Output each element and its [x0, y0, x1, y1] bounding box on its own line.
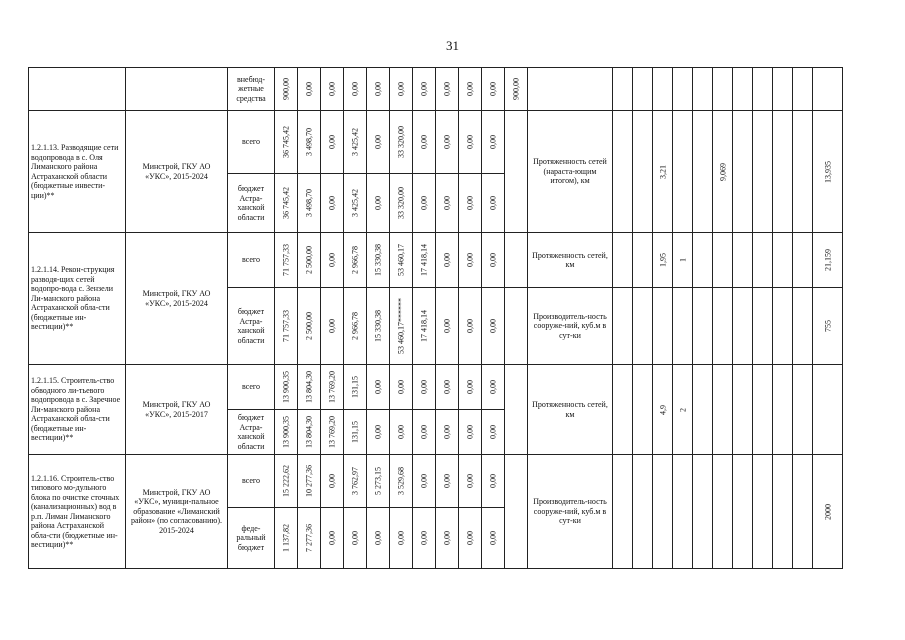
amount: 0,00: [488, 82, 498, 96]
amount: 0,00: [442, 253, 452, 267]
funding-source: всего: [228, 111, 275, 174]
activity-name: [29, 68, 126, 111]
amount: 0,00: [350, 531, 360, 545]
amount-cell: [482, 365, 505, 410]
amount-cell: [390, 233, 413, 288]
amount-cell: [344, 233, 367, 288]
target-value-cell: [733, 233, 753, 288]
target-value-cell: [653, 365, 673, 455]
amount-cell: [390, 68, 413, 111]
target-value-cell: [653, 288, 673, 365]
executor-cell: Минстрой, ГКУ АО «УКС», 2015-2024: [126, 233, 228, 365]
target-value-cell: [653, 233, 673, 288]
indicator-text: Протяженность сетей (нараста-ющим итогом), км: [528, 111, 613, 233]
target-value-cell: [733, 365, 753, 455]
target-value-cell: [673, 68, 693, 111]
amount-cell: [413, 508, 436, 569]
amount: 13 900,35: [281, 371, 291, 403]
amount: 0,00: [419, 380, 429, 394]
amount: 3 529,68: [396, 467, 406, 495]
amount: 0,00: [419, 82, 429, 96]
amount-cell: [367, 233, 390, 288]
indicator-text: Протяженность сетей, км: [528, 365, 613, 455]
target-value-cell: [693, 455, 713, 569]
amount: 17 418,14: [419, 244, 429, 276]
target-value: 755: [823, 320, 832, 332]
amount-cell: [367, 365, 390, 410]
table-row: [29, 455, 843, 508]
target-value-cell: [673, 365, 693, 455]
target-value-cell: [633, 365, 653, 455]
amount: 0,00: [350, 82, 360, 96]
target-value-cell: [813, 365, 843, 455]
amount: 0,00: [442, 474, 452, 488]
amount: 900,00: [511, 78, 521, 100]
amount: 0,00: [465, 319, 475, 333]
target-value-cell: [753, 68, 773, 111]
amount-cell: [344, 68, 367, 111]
target-value-cell: [733, 68, 753, 111]
amount-cell: [413, 365, 436, 410]
target-value-cell: [633, 288, 653, 365]
amount-cell: [367, 111, 390, 174]
amount: 0,00: [419, 196, 429, 210]
spacer-cell: [505, 288, 528, 365]
amount: 71 757,33: [281, 310, 291, 342]
amount-cell: [482, 508, 505, 569]
amount: 900,00: [281, 78, 291, 100]
target-value-cell: [713, 455, 733, 569]
amount-cell: [390, 174, 413, 233]
amount-cell: [413, 455, 436, 508]
target-value-cell: [733, 455, 753, 569]
amount-cell: [298, 174, 321, 233]
amount: 0,00: [465, 196, 475, 210]
amount: 3 498,70: [304, 189, 314, 217]
target-value: 9,069: [718, 162, 727, 181]
target-value-cell: [773, 68, 793, 111]
amount-cell: [505, 68, 528, 111]
target-value-cell: [713, 111, 733, 233]
amount: 5 273,15: [373, 467, 383, 495]
target-value-cell: [713, 68, 733, 111]
amount-cell: [436, 410, 459, 455]
amount: 33 320,00: [396, 126, 406, 158]
amount-cell: [298, 365, 321, 410]
amount-cell: [275, 233, 298, 288]
amount: 0,00: [327, 531, 337, 545]
amount: 0,00: [373, 196, 383, 210]
amount-cell: [344, 455, 367, 508]
indicator-text: [528, 68, 613, 111]
amount-cell: [413, 68, 436, 111]
target-value-cell: [653, 68, 673, 111]
amount-cell: [459, 288, 482, 365]
amount-cell: [275, 68, 298, 111]
amount: 0,00: [373, 531, 383, 545]
amount-cell: [298, 455, 321, 508]
target-value-cell: [773, 288, 793, 365]
amount: 0,00: [488, 135, 498, 149]
amount-cell: [367, 455, 390, 508]
amount: 15 222,62: [281, 465, 291, 497]
amount-cell: [367, 410, 390, 455]
target-value-cell: [793, 365, 813, 455]
target-value-cell: [753, 288, 773, 365]
activity-name: 1.2.1.14. Рекон-струкция разводя-щих сетей водопро-вода с. Зензели Ли-манского района Астраханской обла-сти (бюджетные ин-вестиции)**: [29, 233, 126, 365]
amount: 0,00: [419, 425, 429, 439]
funding-source: бюджет Астра-ханской области: [228, 288, 275, 365]
amount-cell: [436, 233, 459, 288]
amount: 2 966,78: [350, 246, 360, 274]
budget-table: [28, 67, 843, 569]
amount: 17 418,14: [419, 310, 429, 342]
target-value-cell: [793, 288, 813, 365]
target-value-cell: [693, 233, 713, 288]
amount: 0,00: [465, 253, 475, 267]
table-row: [29, 233, 843, 288]
amount-cell: [436, 455, 459, 508]
funding-source: внебюд-жетные средства: [228, 68, 275, 111]
amount: 0,00: [465, 135, 475, 149]
amount-cell: [459, 365, 482, 410]
target-value-cell: [673, 455, 693, 569]
amount: 13 804,30: [304, 416, 314, 448]
amount: 131,15: [350, 421, 360, 443]
amount: 3 425,42: [350, 189, 360, 217]
amount-cell: [482, 455, 505, 508]
target-value: 1: [678, 258, 687, 262]
amount-cell: [459, 233, 482, 288]
amount: 0,00: [327, 474, 337, 488]
target-value-cell: [653, 111, 673, 233]
amount: 0,00: [442, 82, 452, 96]
amount: 0,00: [396, 82, 406, 96]
amount: 0,00: [396, 531, 406, 545]
amount: 0,00: [419, 135, 429, 149]
amount-cell: [436, 508, 459, 569]
amount-cell: [321, 365, 344, 410]
indicator-text: Производитель-ность сооруже-ний, куб.м в сут-ки: [528, 288, 613, 365]
target-value-cell: [613, 111, 633, 233]
amount-cell: [275, 111, 298, 174]
amount: 0,00: [442, 380, 452, 394]
amount-cell: [436, 288, 459, 365]
amount-cell: [459, 410, 482, 455]
target-value-cell: [613, 288, 633, 365]
amount: 0,00: [488, 474, 498, 488]
amount-cell: [298, 233, 321, 288]
amount-cell: [367, 68, 390, 111]
indicator-text: Протяженность сетей, км: [528, 233, 613, 288]
amount: 36 745,42: [281, 126, 291, 158]
amount: 0,00: [396, 380, 406, 394]
amount-cell: [321, 288, 344, 365]
amount-cell: [482, 174, 505, 233]
funding-source: всего: [228, 365, 275, 410]
amount-cell: [321, 233, 344, 288]
target-value-cell: [733, 288, 753, 365]
amount-cell: [321, 68, 344, 111]
amount: 2 500,00: [304, 312, 314, 340]
amount: 0,00: [442, 531, 452, 545]
target-value-cell: [813, 455, 843, 569]
amount-cell: [275, 288, 298, 365]
target-value-cell: [653, 455, 673, 569]
target-value-cell: [673, 233, 693, 288]
amount: 2 966,78: [350, 312, 360, 340]
target-value-cell: [773, 111, 793, 233]
amount-cell: [344, 288, 367, 365]
target-value: 3,21: [658, 164, 667, 179]
target-value-cell: [793, 233, 813, 288]
amount-cell: [390, 455, 413, 508]
amount: 33 320,00: [396, 187, 406, 219]
amount-cell: [390, 288, 413, 365]
target-value-cell: [773, 455, 793, 569]
amount: 15 330,38: [373, 244, 383, 276]
page-number: 31: [446, 38, 459, 53]
executor-cell: Минстрой, ГКУ АО «УКС», 2015-2024: [126, 111, 228, 233]
spacer-cell: [505, 111, 528, 233]
target-value-cell: [633, 233, 653, 288]
amount: 0,00: [488, 319, 498, 333]
table-row: [29, 68, 843, 111]
amount: 0,00: [373, 380, 383, 394]
target-value-cell: [793, 455, 813, 569]
funding-source: феде-ральный бюджет: [228, 508, 275, 569]
amount-cell: [436, 68, 459, 111]
spacer-cell: [505, 365, 528, 455]
target-value-cell: [713, 365, 733, 455]
amount: 0,00: [327, 253, 337, 267]
amount-cell: [367, 508, 390, 569]
amount-cell: [367, 174, 390, 233]
target-value-cell: [673, 111, 693, 233]
amount-cell: [298, 111, 321, 174]
spacer-cell: [505, 455, 528, 569]
amount: 71 757,33: [281, 244, 291, 276]
target-value-cell: [813, 68, 843, 111]
amount-cell: [436, 111, 459, 174]
amount: 10 277,36: [304, 465, 314, 497]
amount: 0,00: [488, 380, 498, 394]
amount: 2 500,00: [304, 246, 314, 274]
target-value-cell: [613, 233, 633, 288]
target-value-cell: [713, 288, 733, 365]
amount: 3 425,42: [350, 128, 360, 156]
amount-cell: [344, 365, 367, 410]
amount-cell: [275, 508, 298, 569]
amount-cell: [413, 410, 436, 455]
indicator-text: Производитель-ность сооруже-ний, куб.м в сут-ки: [528, 455, 613, 569]
amount: 0,00: [488, 425, 498, 439]
amount: 0,00: [465, 425, 475, 439]
amount-cell: [413, 233, 436, 288]
amount-cell: [298, 410, 321, 455]
target-value: 1,95: [658, 253, 667, 267]
target-value-cell: [613, 365, 633, 455]
target-value: 13,935: [823, 160, 832, 183]
target-value: 2: [678, 407, 687, 412]
target-value-cell: [613, 455, 633, 569]
amount-cell: [298, 288, 321, 365]
target-value-cell: [693, 68, 713, 111]
amount: 3 762,97: [350, 467, 360, 495]
activity-name: 1.2.1.13. Разводящие сети водопровода в с. Оля Лиманского района Астраханской области (бюджетные инвести-ции)**: [29, 111, 126, 233]
funding-source: всего: [228, 455, 275, 508]
amount: 13 804,30: [304, 371, 314, 403]
amount: 1 137,82: [281, 524, 291, 552]
amount: 0,00: [442, 425, 452, 439]
target-value-cell: [613, 68, 633, 111]
target-value-cell: [773, 233, 793, 288]
target-value-cell: [753, 111, 773, 233]
target-value-cell: [813, 288, 843, 365]
target-value-cell: [753, 455, 773, 569]
amount: 0,00: [442, 319, 452, 333]
amount-cell: [482, 68, 505, 111]
amount-cell: [321, 410, 344, 455]
amount-cell: [459, 174, 482, 233]
amount: 0,00: [442, 135, 452, 149]
amount-cell: [275, 174, 298, 233]
executor-cell: [126, 68, 228, 111]
amount: 0,00: [488, 253, 498, 267]
amount-cell: [344, 111, 367, 174]
amount: 0,00: [396, 425, 406, 439]
amount-cell: [321, 174, 344, 233]
target-value-cell: [693, 111, 713, 233]
amount: 13 900,35: [281, 416, 291, 448]
amount: 53 460,17******: [396, 298, 406, 354]
amount: 13 769,20: [327, 371, 337, 403]
amount-cell: [436, 365, 459, 410]
amount: 0,00: [327, 82, 337, 96]
target-value-cell: [673, 288, 693, 365]
funding-source: бюджет Астра-ханской области: [228, 410, 275, 455]
target-value-cell: [633, 111, 653, 233]
amount: 0,00: [488, 196, 498, 210]
amount: 0,00: [419, 474, 429, 488]
target-value-cell: [693, 365, 713, 455]
amount: 0,00: [373, 82, 383, 96]
amount-cell: [275, 410, 298, 455]
executor-cell: Минстрой, ГКУ АО «УКС», 2015-2017: [126, 365, 228, 455]
amount: 0,00: [373, 135, 383, 149]
amount-cell: [482, 288, 505, 365]
amount-cell: [321, 455, 344, 508]
amount-cell: [275, 365, 298, 410]
target-value-cell: [793, 111, 813, 233]
amount: 0,00: [373, 425, 383, 439]
target-value-cell: [733, 111, 753, 233]
target-value-cell: [753, 365, 773, 455]
activity-name: 1.2.1.15. Строитель-ство обводного ли-тьевого водопровода в с. Заречное Ли-манского района Астраханской обла-сти (бюджетные ин-вестиции)**: [29, 365, 126, 455]
activity-name: 1.2.1.16. Строитель-ство типового мо-дульного блока по очистке сточных (канализационных) вод в р.п. Лиман Лиманского района Астраханской обла-сти (бюджетные ин-вестиции)**: [29, 455, 126, 569]
target-value-cell: [793, 68, 813, 111]
amount-cell: [390, 410, 413, 455]
amount-cell: [390, 111, 413, 174]
amount-cell: [459, 68, 482, 111]
target-value-cell: [633, 455, 653, 569]
table-row: [29, 111, 843, 174]
amount-cell: [367, 288, 390, 365]
amount: 0,00: [465, 82, 475, 96]
target-value-cell: [813, 111, 843, 233]
amount: 0,00: [419, 531, 429, 545]
amount-cell: [275, 455, 298, 508]
amount-cell: [482, 111, 505, 174]
amount-cell: [298, 68, 321, 111]
amount-cell: [321, 111, 344, 174]
funding-source: всего: [228, 233, 275, 288]
target-value: 21,159: [823, 249, 832, 271]
target-value-cell: [773, 365, 793, 455]
funding-source: бюджет Астра-ханской области: [228, 174, 275, 233]
amount-cell: [413, 288, 436, 365]
target-value-cell: [693, 288, 713, 365]
spacer-cell: [505, 233, 528, 288]
amount: 0,00: [465, 474, 475, 488]
target-value-cell: [753, 233, 773, 288]
executor-cell: Минстрой, ГКУ АО «УКС», муници-пальное образование «Лиманский район» (по согласованию). 2015-2024: [126, 455, 228, 569]
amount: 15 330,38: [373, 310, 383, 342]
amount: 36 745,42: [281, 187, 291, 219]
amount-cell: [459, 455, 482, 508]
amount: 7 277,36: [304, 524, 314, 552]
amount: 0,00: [465, 380, 475, 394]
amount-cell: [482, 410, 505, 455]
amount: 0,00: [442, 196, 452, 210]
target-value-cell: [633, 68, 653, 111]
amount: 131,15: [350, 376, 360, 398]
amount-cell: [459, 508, 482, 569]
target-value-cell: [713, 233, 733, 288]
target-value: 4,9: [658, 404, 667, 415]
amount: 0,00: [327, 319, 337, 333]
amount: 3 498,70: [304, 128, 314, 156]
amount-cell: [459, 111, 482, 174]
amount-cell: [298, 508, 321, 569]
target-value: 2000: [823, 503, 832, 520]
amount: 0,00: [465, 531, 475, 545]
amount-cell: [390, 508, 413, 569]
amount: 0,00: [304, 82, 314, 96]
amount: 0,00: [327, 135, 337, 149]
amount-cell: [321, 508, 344, 569]
amount: 53 460,17: [396, 244, 406, 276]
amount-cell: [413, 111, 436, 174]
amount-cell: [482, 233, 505, 288]
amount-cell: [413, 174, 436, 233]
amount-cell: [436, 174, 459, 233]
amount: 0,00: [488, 531, 498, 545]
amount: 0,00: [327, 196, 337, 210]
amount-cell: [344, 174, 367, 233]
amount-cell: [344, 410, 367, 455]
target-value-cell: [813, 233, 843, 288]
amount-cell: [390, 365, 413, 410]
amount: 13 769,20: [327, 416, 337, 448]
amount-cell: [344, 508, 367, 569]
table-row: [29, 365, 843, 410]
